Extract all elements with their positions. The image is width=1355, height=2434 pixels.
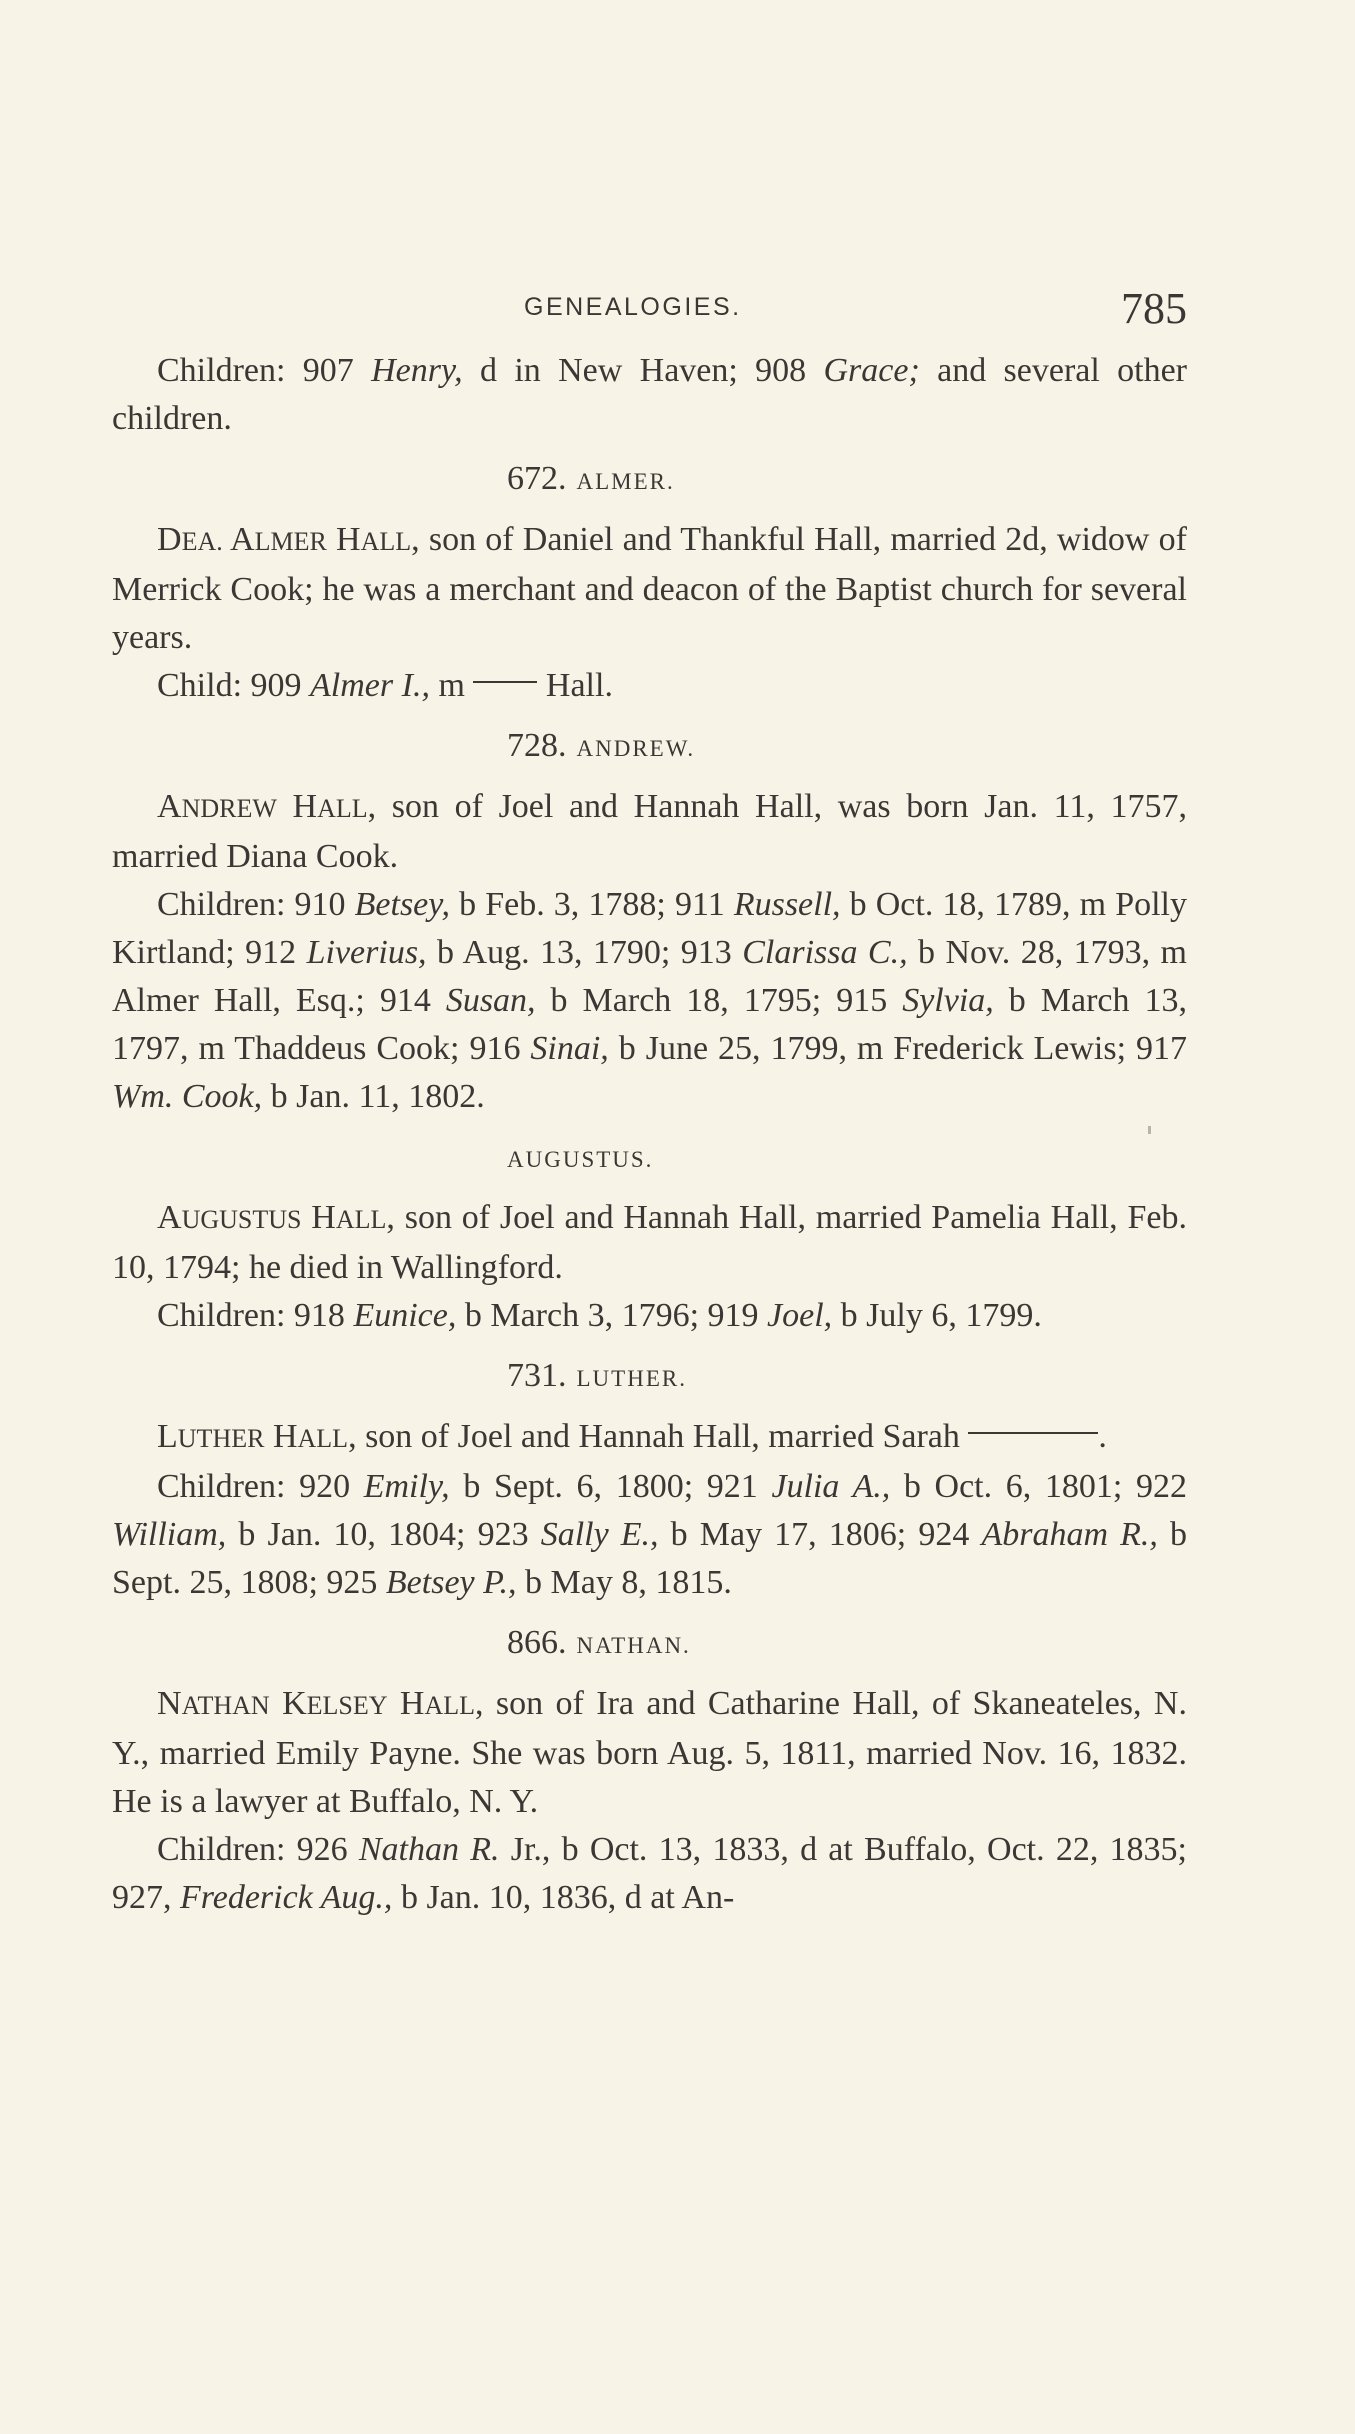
children-920-925: Children: 920 Emily, b Sept. 6, 1800; 921 Julia A., b Oct. 6, 1801; 922 William, b Jan. 10, 1804; 923 Sally E., b May 17, 1806; 924 Abraham R., b Sept. 25, 1808; 925 Betsey P., b May 8, 1815. (112, 1468, 1187, 1601)
entry-almer: DEA. ALMER HALL, son of Daniel and Thankful Hall, married 2d, widow of Merrick Cook; he was a merchant and deacon of the Baptist church for several years. (112, 521, 1187, 656)
blank-line (473, 681, 537, 683)
body-text (112, 347, 1187, 1922)
entry-augustus: AUGUSTUS HALL, son of Joel and Hannah Hall, married Pamelia Hall, Feb. 10, 1794; he died in Wallingford. (112, 1199, 1187, 1286)
entry-luther: LUTHER HALL, son of Joel and Hannah Hall, married Sarah . (157, 1418, 1107, 1455)
page-number: 785 (1121, 284, 1187, 333)
section-heading-731: 731. LUTHER. (507, 1357, 687, 1394)
section-heading-728: 728. ANDREW. (507, 727, 696, 764)
children-918-919: Children: 918 Eunice, b March 3, 1796; 919 Joel, b July 6, 1799. (157, 1297, 1042, 1334)
blank-line (968, 1432, 1098, 1434)
section-heading-augustus: AUGUSTUS. (507, 1147, 654, 1172)
children-907-908: Children: 907 Henry, d in New Haven; 908 Grace; and several other children. (112, 352, 1187, 437)
section-heading-672: 672. ALMER. (507, 460, 675, 497)
paper-speck (1148, 1126, 1151, 1134)
entry-nathan: NATHAN KELSEY HALL, son of Ira and Catharine Hall, of Skaneateles, N. Y., married Emily Payne. She was born Aug. 5, 1811, married Nov. 16, 1832. He is a lawyer at Buffalo, N. Y. (112, 1685, 1187, 1820)
children-926-927: Children: 926 Nathan R. Jr., b Oct. 13, 1833, d at Buffalo, Oct. 22, 1835; 927, Frederick Aug., b Jan. 10, 1836, d at An- (112, 1831, 1187, 1916)
section-heading-866: 866. NATHAN. (507, 1624, 691, 1661)
child-909: Child: 909 Almer I., m Hall. (157, 667, 613, 704)
children-910-917: Children: 910 Betsey, b Feb. 3, 1788; 911 Russell, b Oct. 18, 1789, m Polly Kirtland; 912 Liverius, b Aug. 13, 1790; 913 Clarissa C., b Nov. 28, 1793, m Almer Hall, Esq.; 914 Susan, b March 18, 1795; 915 Sylvia, b March 13, 1797, m Thaddeus Cook; 916 Sinai, b June 25, 1799, m Frederick Lewis; 917 Wm. Cook, b Jan. 11, 1802. (112, 886, 1188, 1115)
running-head: GENEALOGIES. (524, 293, 742, 321)
page-header (112, 283, 1187, 343)
entry-andrew: ANDREW HALL, son of Joel and Hannah Hall, was born Jan. 11, 1757, married Diana Cook. (112, 788, 1187, 875)
